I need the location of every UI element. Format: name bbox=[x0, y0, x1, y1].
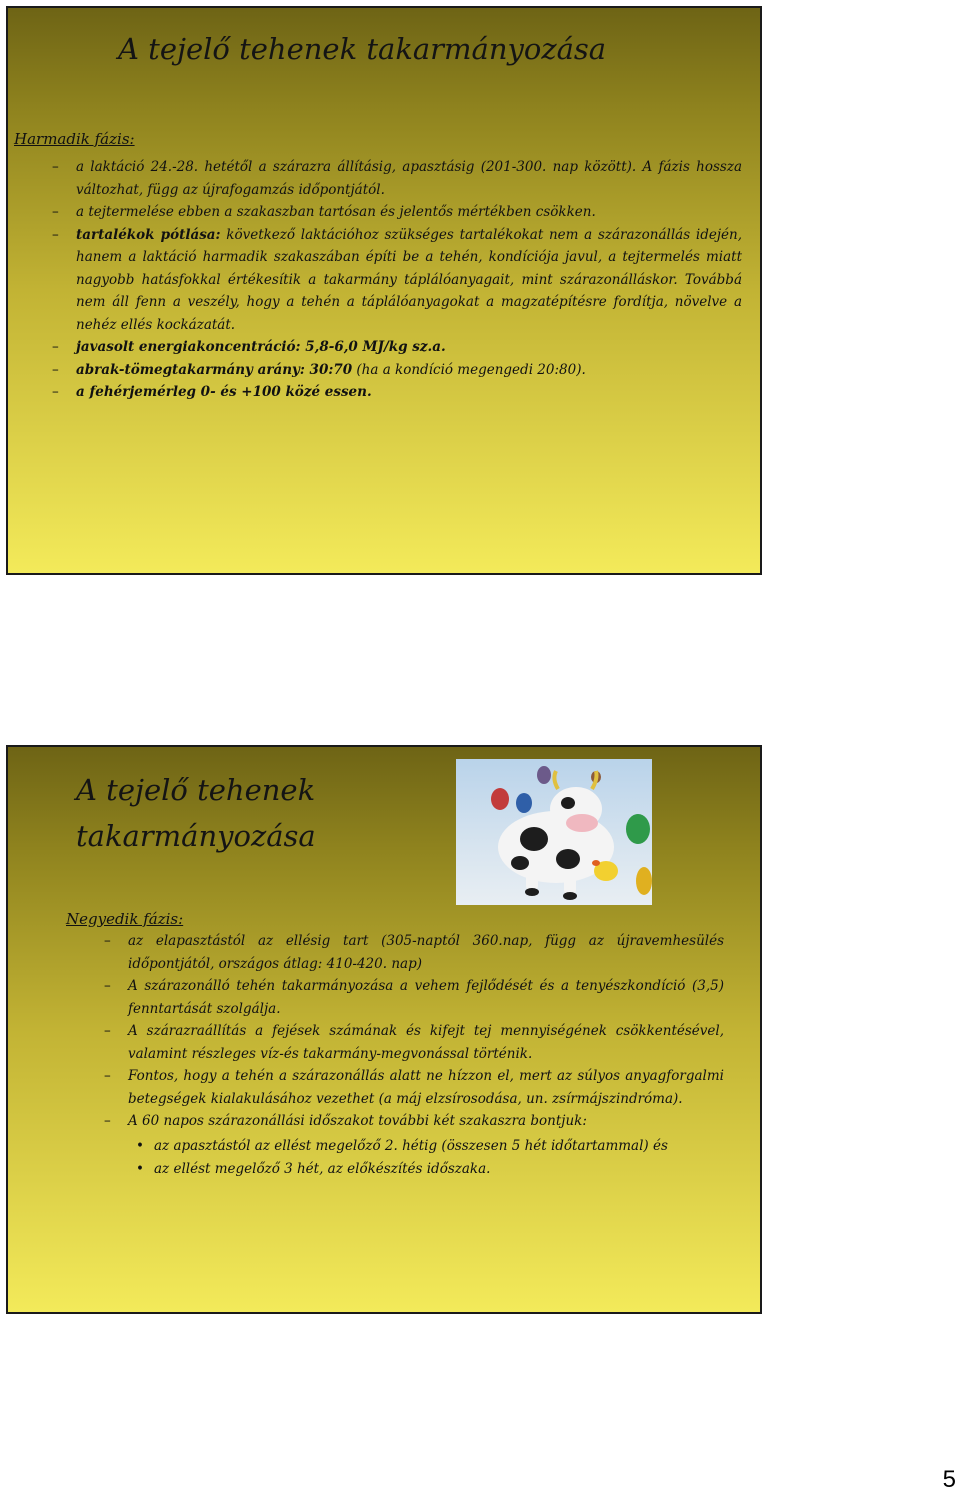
list-item: – javasolt energiakoncentráció: 5,8-6,0 MJ/kg sz.a. bbox=[52, 336, 742, 359]
list-item: – A szárazraállítás a fejések számának és kifejt tej mennyiségének csökkentésével, valamint részleges víz-és takarmány-megvonással történik. bbox=[104, 1020, 724, 1065]
phase-heading: Negyedik fázis: bbox=[66, 910, 184, 928]
list-item: – A 60 napos szárazonállási időszakot további két szakaszra bontjuk: bbox=[104, 1110, 724, 1133]
third-phase-list bbox=[52, 156, 742, 404]
cow-balloon-image bbox=[456, 759, 652, 905]
slide-title: A tejelő tehenek takarmányozása bbox=[118, 32, 607, 66]
slide-title: A tejelő tehenek takarmányozása bbox=[76, 773, 316, 853]
list-item: – Fontos, hogy a tehén a szárazonállás alatt ne hízzon el, mert az súlyos anyagforgalmi betegségek kialakulásához vezethet (a máj elzsírosodása, un. zsírmájszindróma). bbox=[104, 1065, 724, 1110]
fourth-phase-list bbox=[104, 930, 724, 1133]
list-item: • az apasztástól az ellést megelőző 2. hétig (összesen 5 hét időtartammal) és bbox=[132, 1135, 692, 1158]
list-item: – a tejtermelése ebben a szakaszban tartósan és jelentős mértékben csökken. bbox=[52, 201, 742, 224]
list-item: – az elapasztástól az ellésig tart (305-naptól 360.nap, függ az újravemhesülés időpontjától, országos átlag: 410-420. nap) bbox=[104, 930, 724, 975]
list-item: – A szárazonálló tehén takarmányozása a vehem fejlődését és a tenyészkondíció (3,5) fenntartását szolgálja. bbox=[104, 975, 724, 1020]
phase-heading: Harmadik fázis: bbox=[14, 130, 135, 148]
list-item: – a laktáció 24.-28. hetétől a szárazra állításig, apasztásig (201-300. nap között). A fázis hossza változhat, függ az újrafogamzás időpontjától. bbox=[52, 156, 742, 201]
list-item: – a fehérjemérleg 0- és +100 közé essen. bbox=[52, 381, 742, 404]
fourth-phase-sublist bbox=[132, 1135, 692, 1180]
list-item: • az ellést megelőző 3 hét, az előkészítés időszaka. bbox=[132, 1158, 692, 1181]
page-number: 5 bbox=[942, 1466, 956, 1493]
list-item: – tartalékok pótlása: következő laktációhoz szükséges tartalékokat nem a szárazonállás idején, hanem a laktáció harmadik szakaszában építi be a tehén, kondíciója javul, a tejtermelés miatt nagyobb hatásfokkal értékesítik a takarmány táplálóanyagait, mint szárazonálláskor. Továbbá nem áll fenn a veszély, hogy a tehén a táplálóanyagokat a magzatépítésre fordítja, növelve a nehéz ellés kockázatát. bbox=[52, 224, 742, 337]
list-item: – abrak-tömegtakarmány arány: 30:70 (ha a kondíció megengedi 20:80). bbox=[52, 359, 742, 382]
